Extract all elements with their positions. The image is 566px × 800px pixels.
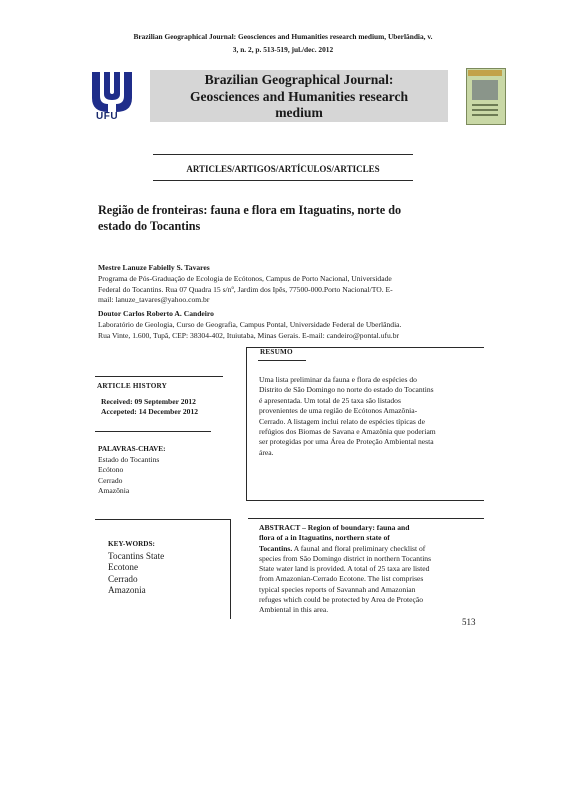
section-rule-top: [153, 154, 413, 155]
palavra-chave-item: Cerrado: [98, 475, 123, 485]
palavra-chave-item: Estado do Tocantins: [98, 455, 160, 464]
keywords-list: [108, 551, 164, 597]
cover-photo: [472, 80, 498, 100]
keyword-item: Tocantins State: [108, 551, 165, 561]
received-date: Received: 09 September 2012: [101, 397, 196, 406]
cover-line: [472, 114, 498, 116]
paper-title: Região de fronteiras: fauna e flora em Itaguatins, norte do estado do Tocantins: [98, 203, 402, 233]
keywords-box-top: [95, 519, 230, 520]
resumo-heading: RESUMO: [260, 348, 293, 356]
resumo-text: Uma lista preliminar da fauna e flora de espécies do Distrito de São Domingo no norte do estado do Tocantins é apresentada. Um total de 25 taxa são listados provenientes de uma região de Ecótonos Amazônia- Cerrado. A listagem inclui relato de espécies típicas de refúgios dos Biomas de Savana e Amazônia que poderiam ser protegidas por uma Área de Proteção Ambiental nesta área.: [259, 375, 436, 457]
keywords-heading: KEY-WORDS:: [108, 540, 155, 548]
author-name: Doutor Carlos Roberto A. Candeiro: [98, 309, 214, 318]
palavras-chave-heading: PALAVRAS-CHAVE:: [98, 445, 166, 453]
abstract-box-top: [248, 518, 484, 519]
resumo-box-top: [246, 347, 484, 348]
author-affiliation: Programa de Pós-Graduação de Ecologia de Ecótonos, Campus de Porto Nacional, Universidade Federal do Tocantins. Rua 07 Quadra 15 s/nº, Jardim dos Ipês, 77500-000.Porto Nacional/TO. E- mail: lanuze_tavares@yahoo.com.br: [98, 274, 393, 304]
running-head-line2: 3, n. 2, p. 513-519, jul./dec. 2012: [232, 45, 334, 54]
section-label: ARTICLES/ARTIGOS/ARTÍCULOS/ARTICLES: [186, 164, 380, 174]
abstract-text: ABSTRACT – Region of boundary: fauna and flora of a in Itaguatins, northern state of Tocantins. A faunal and floral preliminary checklist of species from São Domingo district in northern Tocantins State water land is provided. A total of 25 taxa are listed from Amazonian-Cerrado Ecotone. The list comprises typical species reports of Savannah and Amazonian refuges which could be protected by Area de Proteção Ambiental in this area.: [259, 523, 432, 615]
palavra-chave-item: Ecótono: [98, 465, 124, 475]
history-rule: [95, 376, 223, 377]
page-number: 513: [462, 617, 476, 627]
resumo-box-left: [246, 347, 247, 500]
author-affiliation: Laboratório de Geologia, Curso de Geografia, Campus Pontal, Universidade Federal de Uberlândia. Rua Vinte, 1.600, Tupã, CEP: 38304-402, Ituiutaba, Minas Gerais. E-mail: candeiro@pontal.ufu.br: [98, 320, 402, 340]
resumo-box-bottom: [246, 500, 484, 501]
palavras-rule: [95, 431, 211, 432]
running-head-line1: Brazilian Geographical Journal: Geosciences and Humanities research medium, Uberlândia, v.: [133, 32, 433, 41]
palavra-chave-item: Amazônia: [98, 486, 130, 496]
keyword-item: Ecotone: [108, 562, 139, 573]
palavras-chave-list: [98, 455, 159, 497]
resumo-heading-rule: [258, 360, 306, 361]
accepted-date: Accepeted: 14 December 2012: [101, 407, 199, 416]
keyword-item: Amazonia: [108, 585, 146, 596]
cover-band: [468, 70, 502, 76]
keyword-item: Cerrado: [108, 573, 138, 584]
cover-line: [472, 109, 498, 111]
ufu-logo-text: UFU: [96, 111, 119, 122]
journal-title: Brazilian Geographical Journal: Geosciences and Humanities research medium: [189, 72, 409, 120]
running-head: [60, 30, 506, 56]
section-rule-bottom: [153, 180, 413, 181]
keywords-box-right: [230, 519, 231, 619]
history-heading: ARTICLE HISTORY: [97, 382, 168, 390]
author-name: Mestre Lanuze Fabielly S. Tavares: [98, 263, 210, 272]
cover-line: [472, 104, 498, 106]
